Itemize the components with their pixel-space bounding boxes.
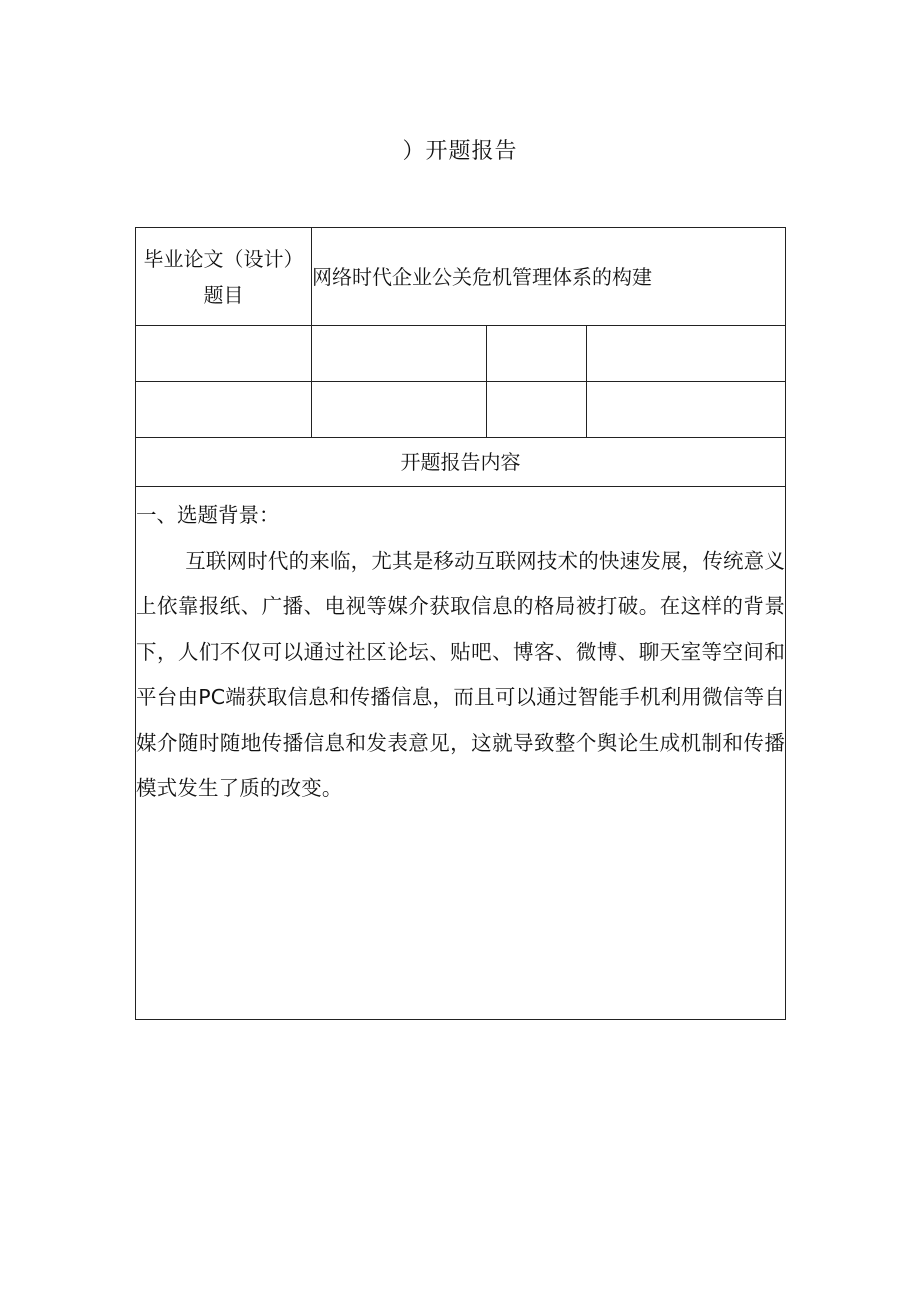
section-header-row xyxy=(136,438,786,487)
blank-row-2 xyxy=(136,382,786,438)
blank-cell xyxy=(487,326,587,382)
content-paragraph: 互联网时代的来临，尤其是移动互联网技术的快速发展，传统意义上依靠报纸、广播、电视等媒介获取信息的格局被打破。在这样的背景下，人们不仅可以通过社区论坛、贴吧、博客、微博、聊天室等空间和平台由PC端获取信息和传播信息，而且可以通过智能手机利用微信等自媒介随时随地传播信息和发表意见，这就导致整个舆论生成机制和传播模式发生了质的改变。 xyxy=(136,548,786,800)
topic-label: 毕业论文（设计）题目 xyxy=(136,228,312,326)
blank-row-1 xyxy=(136,326,786,382)
topic-value: 网络时代企业公关危机管理体系的构建 xyxy=(312,228,786,326)
topic-row xyxy=(136,228,786,326)
blank-cell xyxy=(487,382,587,438)
document-title: ）开题报告 xyxy=(402,139,518,164)
section-header: 开题报告内容 xyxy=(136,438,786,487)
blank-cell xyxy=(136,382,312,438)
content-row xyxy=(136,487,786,1020)
blank-cell xyxy=(587,326,786,382)
content-heading: 一、选题背景： xyxy=(136,503,280,527)
report-form-table xyxy=(135,227,786,1020)
blank-cell xyxy=(136,326,312,382)
content-cell xyxy=(136,487,786,1020)
blank-cell xyxy=(312,326,487,382)
blank-cell xyxy=(312,382,487,438)
blank-cell xyxy=(587,382,786,438)
